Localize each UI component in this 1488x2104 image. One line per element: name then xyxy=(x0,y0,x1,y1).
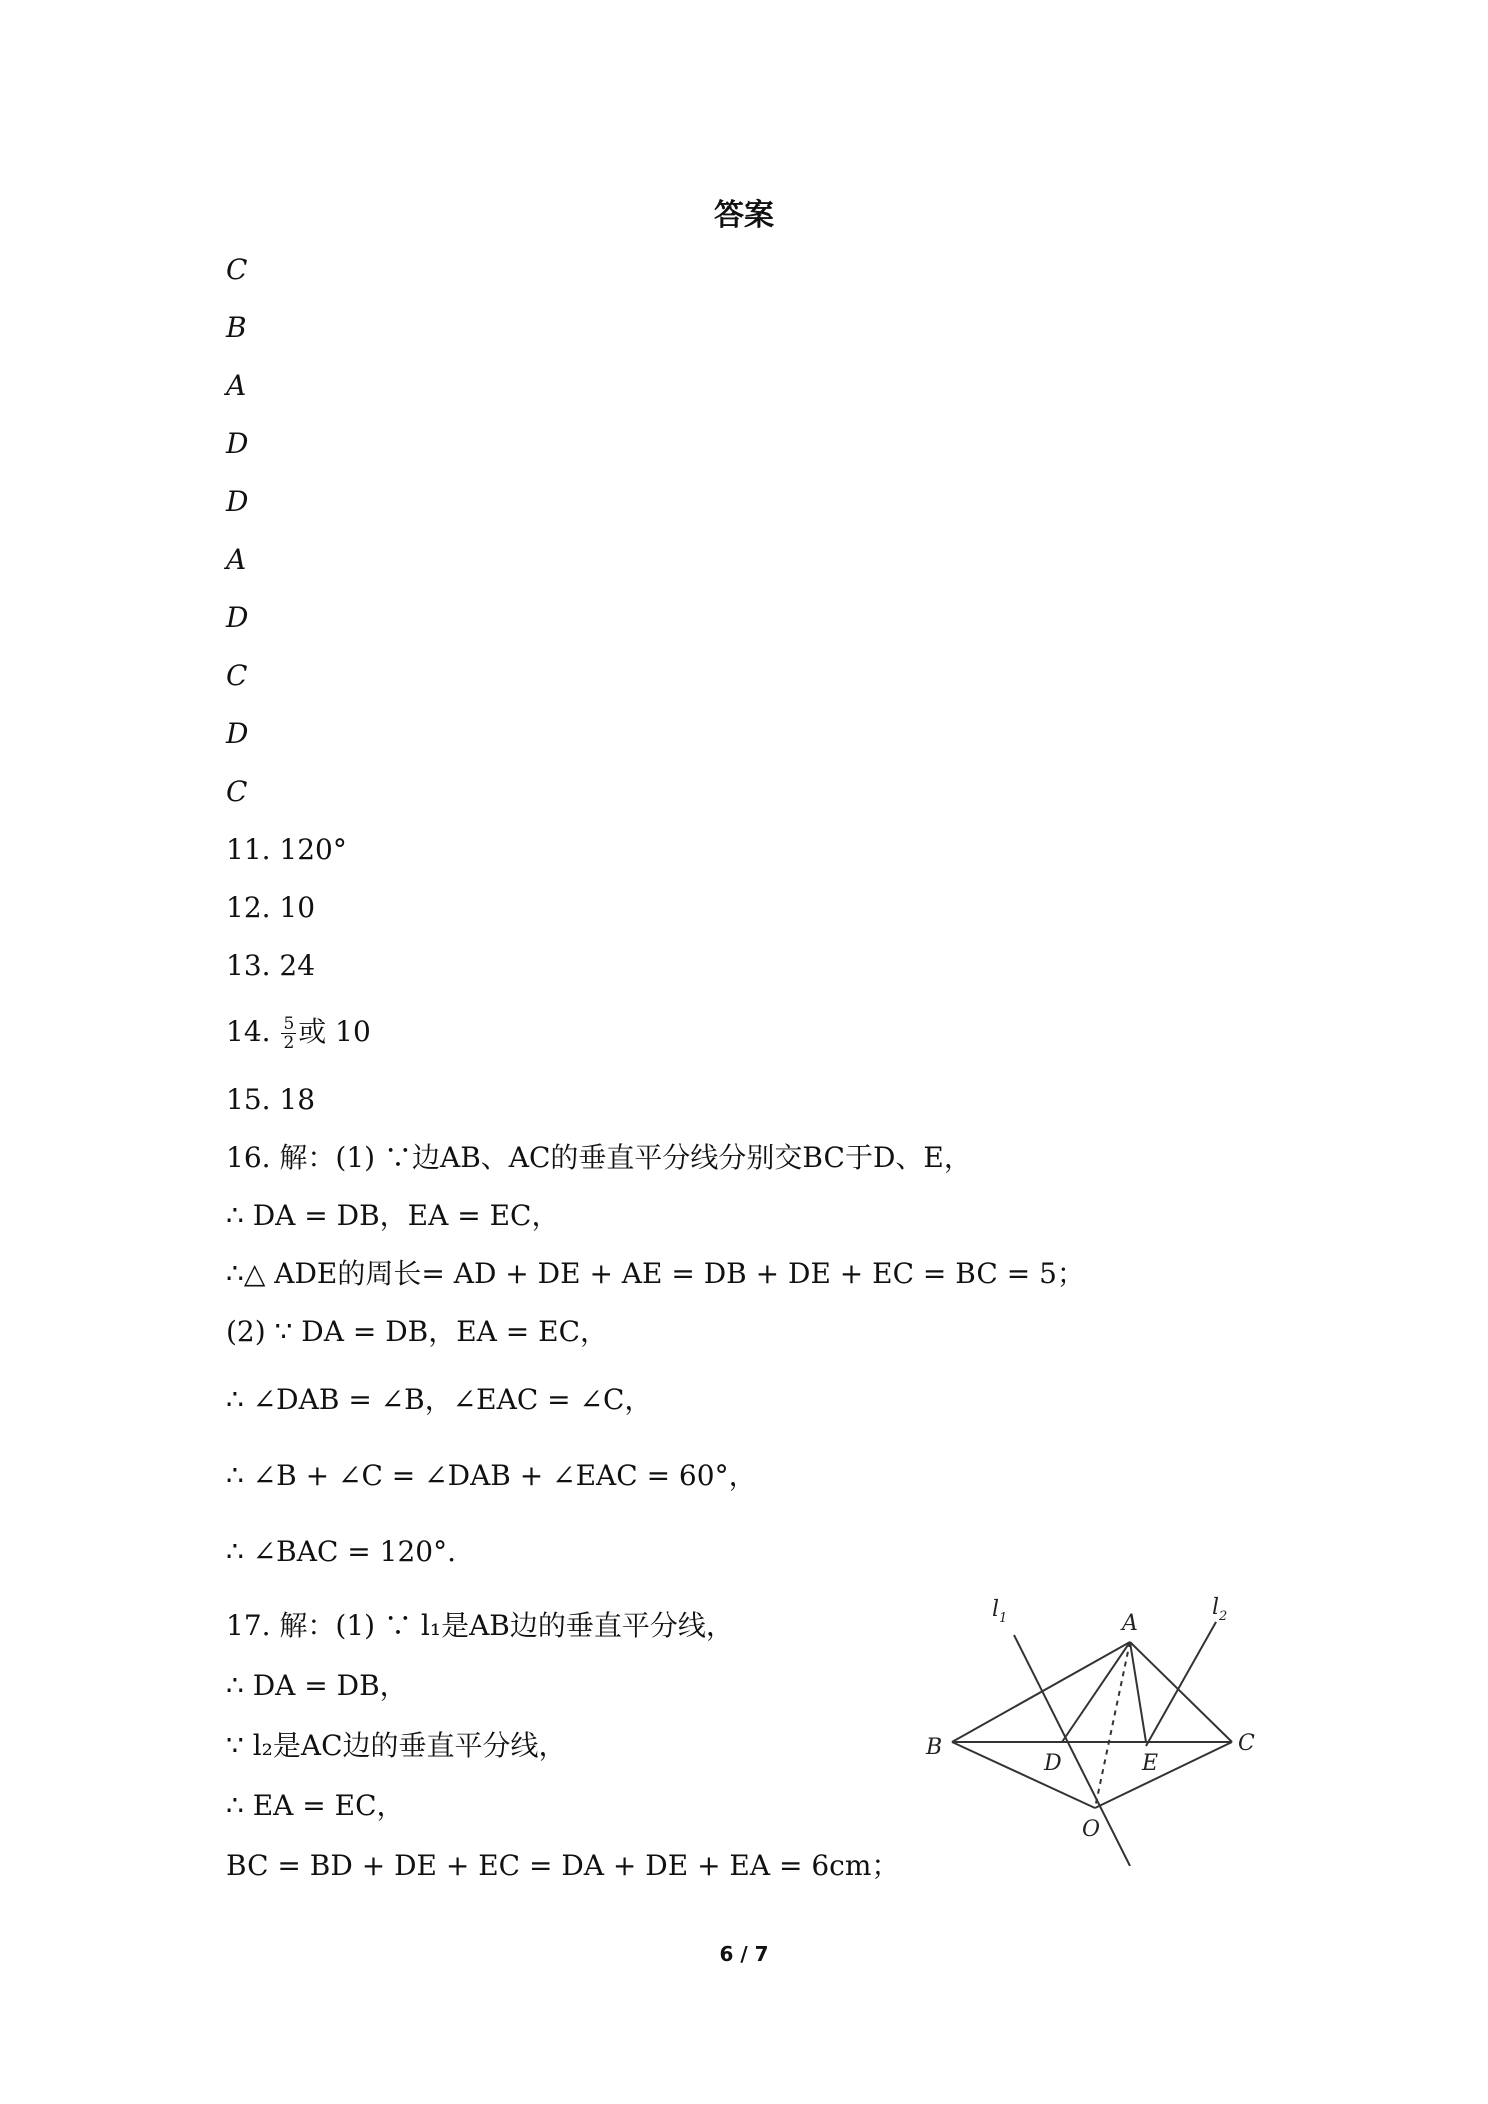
label-b: B xyxy=(926,1735,943,1760)
q16-line-7: ∴ ∠BAC = 120°. xyxy=(226,1535,457,1568)
choice-answer-2: B xyxy=(226,311,247,344)
q17-line-1: 17. 解：(1) ∵ l₁是AB边的垂直平分线， xyxy=(226,1609,734,1642)
label-l1: $l_1$ xyxy=(992,1597,1008,1626)
choice-answer-9: D xyxy=(226,717,249,750)
label-o: O xyxy=(1082,1817,1101,1842)
choice-answer-5: D xyxy=(226,485,249,518)
choice-answer-1: C xyxy=(226,253,248,286)
q17-line-3: ∵ l₂是AC边的垂直平分线， xyxy=(226,1729,567,1762)
label-d: D xyxy=(1044,1751,1062,1776)
q17-line-2: ∴ DA = DB， xyxy=(226,1669,408,1702)
segment-ae xyxy=(1130,1642,1146,1742)
page-title: 答案 xyxy=(714,198,774,233)
fill-answer-13: 13. 24 xyxy=(226,949,316,982)
choice-answer-10: C xyxy=(226,775,248,808)
segment-co xyxy=(1095,1742,1232,1808)
choice-answer-6: A xyxy=(226,543,247,576)
label-c: C xyxy=(1238,1731,1255,1756)
fill-answer-12: 12. 10 xyxy=(226,891,316,924)
q16-line-4: (2) ∵ DA = DB，EA = EC， xyxy=(226,1315,609,1348)
fraction-five-halves xyxy=(281,1015,296,1052)
q17-line-4: ∴ EA = EC， xyxy=(226,1789,405,1822)
q16-line-6: ∴ ∠B + ∠C = ∠DAB + ∠EAC = 60°， xyxy=(226,1459,757,1492)
q16-line-3: ∴△ ADE的周长= AD + DE + AE = DB + DE + EC = BC = 5； xyxy=(226,1257,1085,1290)
segment-ab xyxy=(952,1642,1130,1742)
answer-14-suffix: 或 10 xyxy=(298,1015,371,1048)
q16-line-5: ∴ ∠DAB = ∠B，∠EAC = ∠C， xyxy=(226,1383,653,1416)
q16-line-1: 16. 解：(1) ∵边AB、AC的垂直平分线分别交BC于D、E， xyxy=(226,1141,972,1174)
fill-answer-15: 15. 18 xyxy=(226,1083,316,1116)
label-l2: $l_2$ xyxy=(1212,1595,1228,1624)
page-number: 6 / 7 xyxy=(719,1942,769,1966)
segment-ac xyxy=(1130,1642,1232,1742)
fill-answer-11: 11. 120° xyxy=(226,833,347,866)
choice-answer-3: A xyxy=(226,369,247,402)
label-e: E xyxy=(1142,1751,1159,1776)
choice-answer-8: C xyxy=(226,659,248,692)
answer-14-prefix: 14. xyxy=(226,1015,280,1048)
choice-answer-7: D xyxy=(226,601,249,634)
fill-answer-14 xyxy=(226,1012,371,1052)
q16-line-2: ∴ DA = DB，EA = EC， xyxy=(226,1199,560,1232)
line-l2 xyxy=(1146,1622,1216,1746)
q17-line-5: BC = BD + DE + EC = DA + DE + EA = 6cm； xyxy=(226,1849,900,1882)
choice-answer-4: D xyxy=(226,427,249,460)
fraction-numerator: 5 xyxy=(283,1014,295,1034)
line-l1 xyxy=(1014,1635,1130,1866)
geometry-figure xyxy=(920,1586,1270,1866)
label-a: A xyxy=(1122,1611,1138,1636)
fraction-denominator: 2 xyxy=(283,1033,295,1053)
